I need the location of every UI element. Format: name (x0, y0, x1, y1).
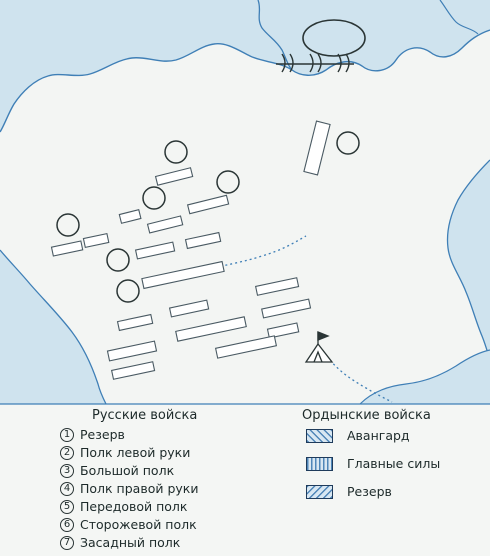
horde-legend-item-reserve (306, 484, 392, 499)
number-4-icon: 4 (60, 482, 74, 496)
legend-item-6 (60, 517, 197, 532)
legend-label: Засадный полк (80, 535, 181, 550)
legend-item-5 (60, 499, 187, 514)
legend-label: Резерв (80, 427, 125, 442)
legend-item-7 (60, 535, 180, 550)
legend-label: Полк левой руки (80, 445, 191, 460)
legend-label: Резерв (347, 484, 392, 499)
number-7-icon: 7 (60, 536, 74, 550)
legend-label: Полк правой руки (80, 481, 199, 496)
number-1-icon: 1 (60, 428, 74, 442)
hatch-diagonal-reverse-swatch (306, 485, 333, 499)
legend-label: Главные силы (347, 456, 441, 471)
russian-legend-title: Русские войска (92, 408, 198, 423)
number-5-icon: 5 (60, 500, 74, 514)
legend-item-3 (60, 463, 174, 478)
horde-legend-title: Ордынские войска (302, 408, 431, 423)
legend-label: Сторожевой полк (80, 517, 197, 532)
legend-item-4 (60, 481, 198, 496)
horde-legend-item-main (306, 456, 440, 471)
hatch-vertical-swatch (306, 457, 333, 471)
legend-item-1 (60, 427, 125, 442)
number-3-icon: 3 (60, 464, 74, 478)
number-2-icon: 2 (60, 446, 74, 460)
number-6-icon: 6 (60, 518, 74, 532)
horde-legend-item-vanguard (306, 428, 410, 443)
legend-label: Большой полк (80, 463, 175, 478)
hatch-diagonal-swatch (306, 429, 333, 443)
legend-label: Передовой полк (80, 499, 188, 514)
legend-item-2 (60, 445, 190, 460)
legend-label: Авангард (347, 428, 410, 443)
